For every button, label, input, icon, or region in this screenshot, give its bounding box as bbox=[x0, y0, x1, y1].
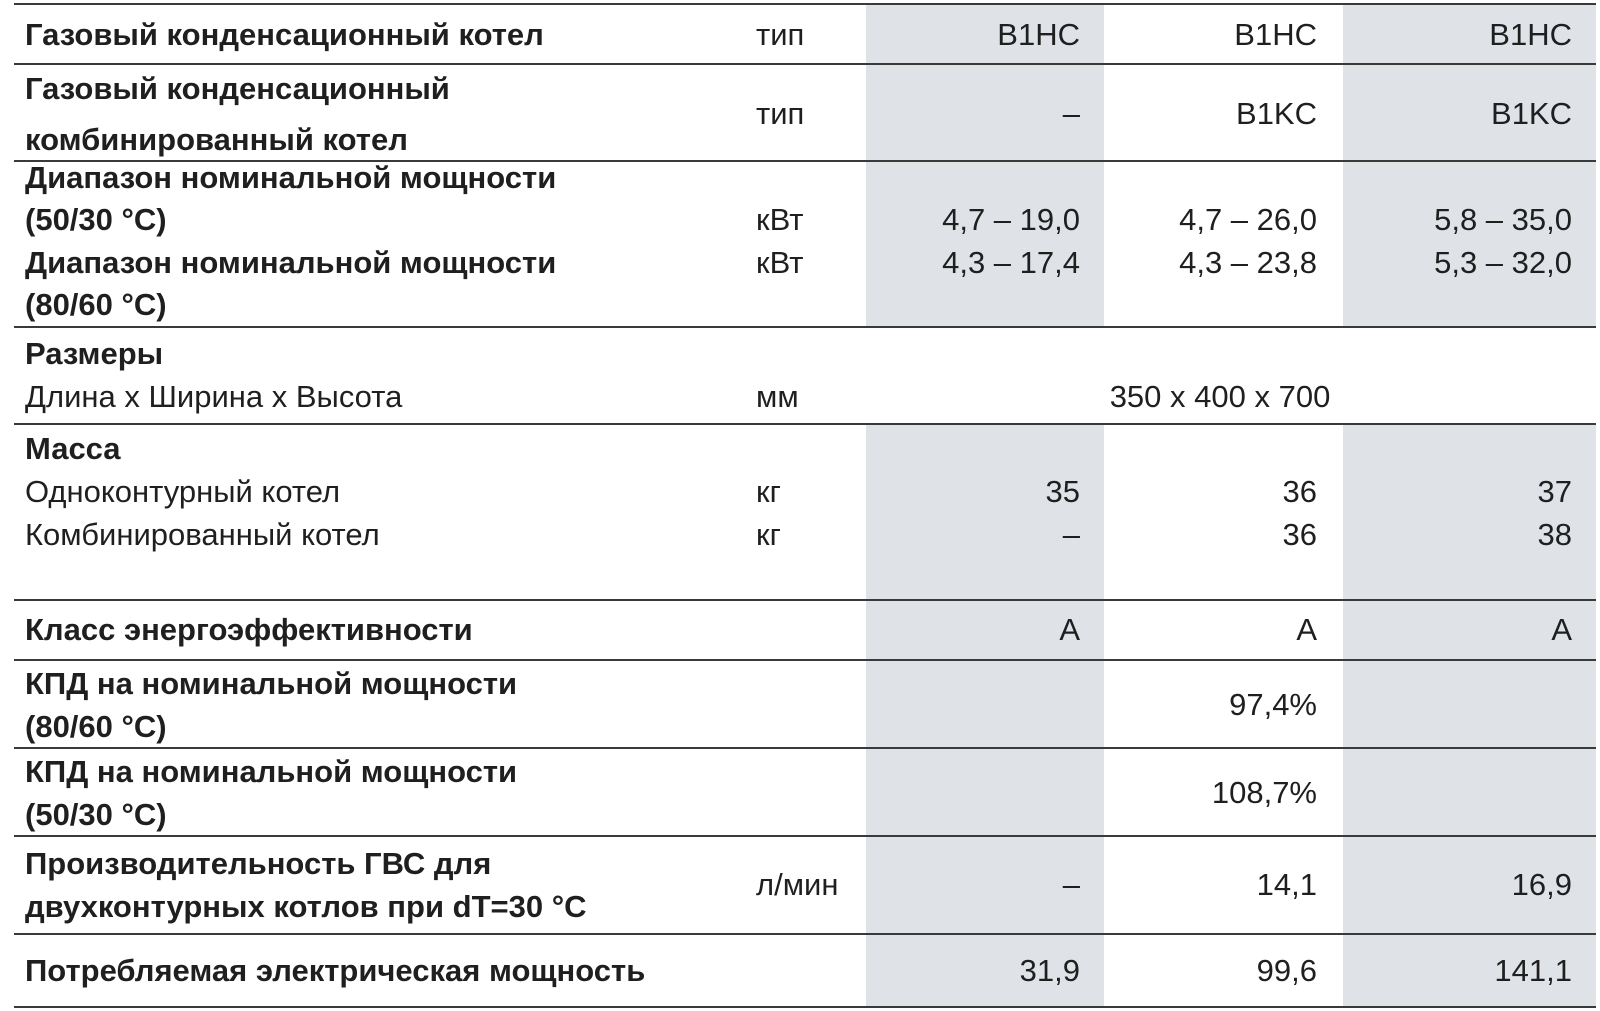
cell-model-3: B1KC bbox=[1491, 96, 1572, 131]
cell-model-1: – bbox=[1062, 517, 1080, 552]
cell-dimensions-value: 350 х 400 х 700 bbox=[1109, 379, 1331, 414]
cell-efficiency-value: 108,7% bbox=[1211, 775, 1317, 810]
row-label-line1: Диапазон номинальной мощности bbox=[25, 160, 557, 195]
cell-model-2: A bbox=[1296, 612, 1317, 647]
cell-model-1: B1HC bbox=[997, 17, 1080, 52]
cell-model-1: 4,7 – 19,0 bbox=[942, 202, 1080, 237]
row-unit: кг bbox=[756, 517, 781, 552]
row-label: Класс энергоэффективности bbox=[25, 612, 473, 647]
rule-3 bbox=[14, 326, 1596, 328]
cell-model-2: B1KC bbox=[1236, 96, 1317, 131]
row-unit: кВт bbox=[756, 245, 804, 280]
cell-model-1: 31,9 bbox=[1019, 953, 1080, 988]
cell-model-3: 5,3 – 32,0 bbox=[1434, 245, 1572, 280]
row-label: Газовый конденсационный котел bbox=[25, 17, 544, 52]
rule-bottom bbox=[14, 1006, 1596, 1008]
row-label-line2: (50/30 °C) bbox=[25, 202, 167, 237]
row-sublabel: Длина х Ширина х Высота bbox=[25, 379, 403, 414]
row-label-line1: Диапазон номинальной мощности bbox=[25, 245, 557, 280]
row-label-line2: комбинированный котел bbox=[25, 122, 408, 157]
row-label-line2: двухконтурных котлов при dT=30 °C bbox=[25, 889, 587, 924]
cell-model-2: 36 bbox=[1282, 517, 1317, 552]
cell-model-2: B1HC bbox=[1234, 17, 1317, 52]
rule-6 bbox=[14, 659, 1596, 661]
rule-9 bbox=[14, 933, 1596, 935]
rule-7 bbox=[14, 747, 1596, 749]
cell-model-3: 16,9 bbox=[1511, 867, 1572, 902]
row-label: Потребляемая электрическая мощность bbox=[25, 953, 646, 988]
row-label-line2: (80/60 °C) bbox=[25, 709, 167, 744]
cell-model-3: 141,1 bbox=[1494, 953, 1572, 988]
row-label-line1: КПД на номинальной мощности bbox=[25, 666, 518, 701]
cell-model-3: 5,8 – 35,0 bbox=[1434, 202, 1572, 237]
row-unit: кг bbox=[756, 474, 781, 509]
cell-model-1: 35 bbox=[1045, 474, 1080, 509]
cell-efficiency-value: 97,4% bbox=[1229, 687, 1317, 722]
row-unit: тип bbox=[756, 17, 805, 52]
row-label-line1: Производительность ГВС для bbox=[25, 846, 492, 881]
cell-model-1: A bbox=[1059, 612, 1080, 647]
row-label: Размеры bbox=[25, 336, 164, 371]
cell-model-3: 38 bbox=[1537, 517, 1572, 552]
cell-model-2: 4,3 – 23,8 bbox=[1179, 245, 1317, 280]
row-unit: тип bbox=[756, 96, 805, 131]
cell-model-3: B1HC bbox=[1489, 17, 1572, 52]
rule-8 bbox=[14, 835, 1596, 837]
row-label: Масса bbox=[25, 431, 121, 466]
cell-model-1: – bbox=[1062, 867, 1080, 902]
cell-model-2: 14,1 bbox=[1256, 867, 1317, 902]
rule-top bbox=[14, 3, 1596, 5]
rule-1 bbox=[14, 63, 1596, 65]
row-unit: л/мин bbox=[756, 867, 839, 902]
rule-4 bbox=[14, 423, 1596, 425]
cell-model-2: 36 bbox=[1282, 474, 1317, 509]
cell-model-1: 4,3 – 17,4 bbox=[942, 245, 1080, 280]
rule-5 bbox=[14, 599, 1596, 601]
row-sublabel: Комбинированный котел bbox=[25, 517, 380, 552]
row-label-line1: КПД на номинальной мощности bbox=[25, 754, 518, 789]
cell-model-3: A bbox=[1551, 612, 1572, 647]
row-unit: кВт bbox=[756, 202, 804, 237]
cell-model-3: 37 bbox=[1537, 474, 1572, 509]
row-unit: мм bbox=[756, 379, 799, 414]
cell-model-2: 99,6 bbox=[1256, 953, 1317, 988]
row-label-line2: (80/60 °C) bbox=[25, 287, 167, 322]
row-label-line1: Газовый конденсационный bbox=[25, 71, 450, 106]
cell-model-1: – bbox=[1062, 96, 1080, 131]
row-label-line2: (50/30 °C) bbox=[25, 797, 167, 832]
row-sublabel: Одноконтурный котел bbox=[25, 474, 341, 509]
cell-model-2: 4,7 – 26,0 bbox=[1179, 202, 1317, 237]
